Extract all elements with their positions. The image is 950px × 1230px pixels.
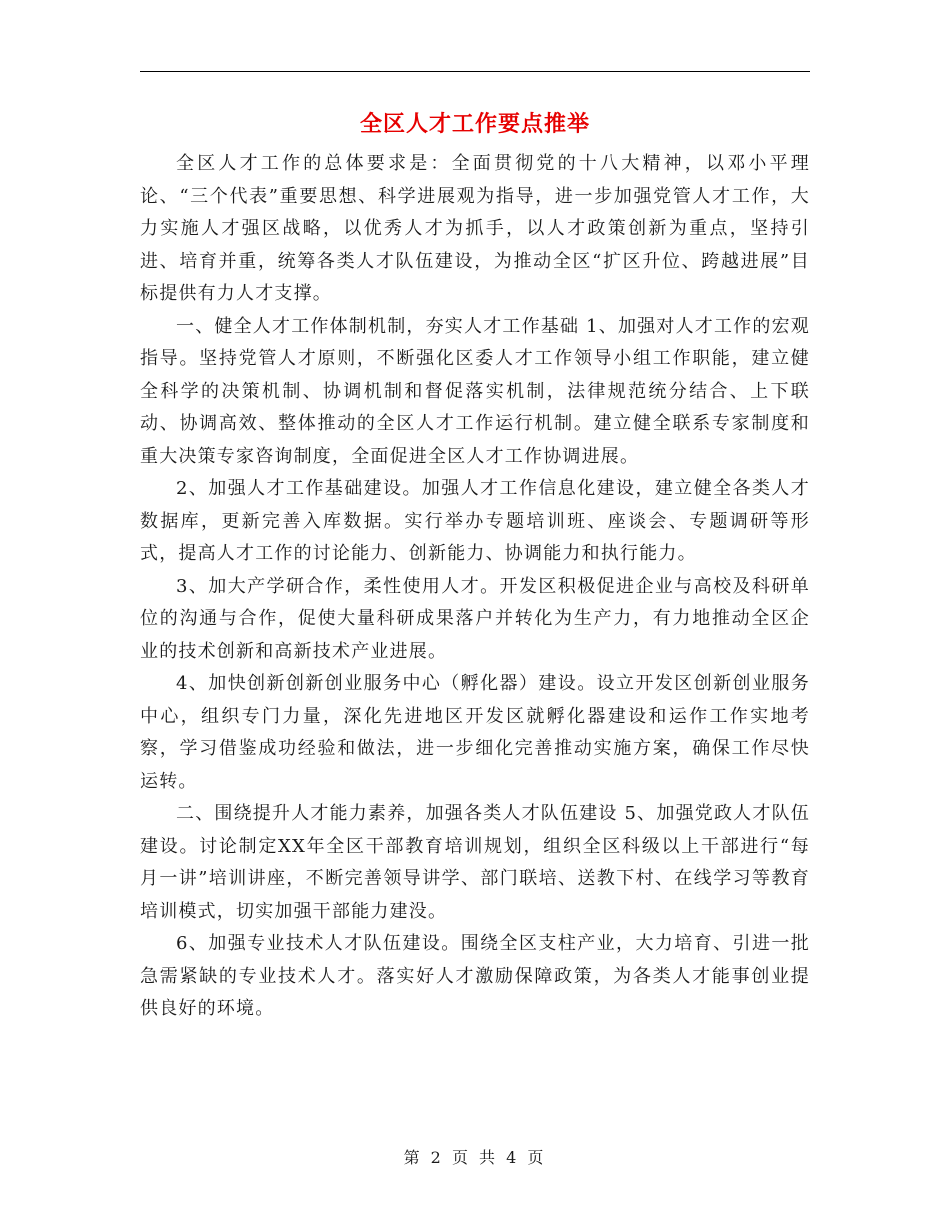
paragraph-item-2: 2、加强人才工作基础建设。加强人才工作信息化建设，建立健全各类人才数据库，更新完善入库数据。实行举办专题培训班、座谈会、专题调研等形式，提高人才工作的讨论能力、创新能力、协调能力和执行能力。 [140,478,810,564]
document-title: 全区人才工作要点推举 [359,111,590,137]
page-number: 第 2 页 共 4 页 [403,1148,547,1167]
paragraph-section-2: 二、围绕提升人才能力素养，加强各类人才队伍建设 5、加强党政人才队伍建设。讨论制定XX年全区干部教育培训规划，组织全区科级以上干部进行“每月一讲”培训讲座，不断完善领导讲学、部门联培、送教下村、在线学习等教育培训模式，切实加强干部能力建没。 [140,803,810,922]
paragraph-item-3: 3、加大产学研合作，柔性使用人才。开发区积极促进企业与高校及科研单位的沟通与合作，促使大量科研成果落户并转化为生产力，有力地推动全区企业的技术创新和高新技术产业进展。 [140,575,810,662]
header-rule [140,71,810,72]
paragraph-item-4: 4、加快创新创新创业服务中心（孵化器）建设。设立开发区创新创业服务中心，组织专门力量，深化先进地区开发区就孵化器建设和运作工作实地考察，学习借鉴成功经验和做法，进一步细化完善推动实施方案，确保工作尽快运转。 [140,673,810,792]
document-body [140,148,810,1026]
paragraph-section-1: 一、健全人才工作体制机制，夯实人才工作基础 1、加强对人才工作的宏观指导。坚持党管人才原则，不断强化区委人才工作领导小组工作职能，建立健全科学的决策机制、协调机制和督促落实机制，法律规范统分结合、上下联动、协调高效、整体推动的全区人才工作运行机制。建立健全联系专家制度和重大决策专家咨询制度，全面促进全区人才工作协调进展。 [140,315,810,467]
paragraph-item-6: 6、加强专业技术人才队伍建设。围绕全区支柱产业，大力培育、引进一批急需紧缺的专业技术人才。落实好人才激励保障政策，为各类人才能事创业提供良好的环境。 [140,933,810,1019]
paragraph-intro: 全区人才工作的总体要求是：全面贯彻党的十八大精神，以邓小平理论、“三个代表”重要思想、科学进展观为指导，进一步加强党管人才工作，大力实施人才强区战略，以优秀人才为抓手，以人才政策创新为重点，坚持引进、培育并重，统筹各类人才队伍建设，为推动全区“扩区升位、跨越进展”目标提供有力人才支撑。 [140,153,810,304]
